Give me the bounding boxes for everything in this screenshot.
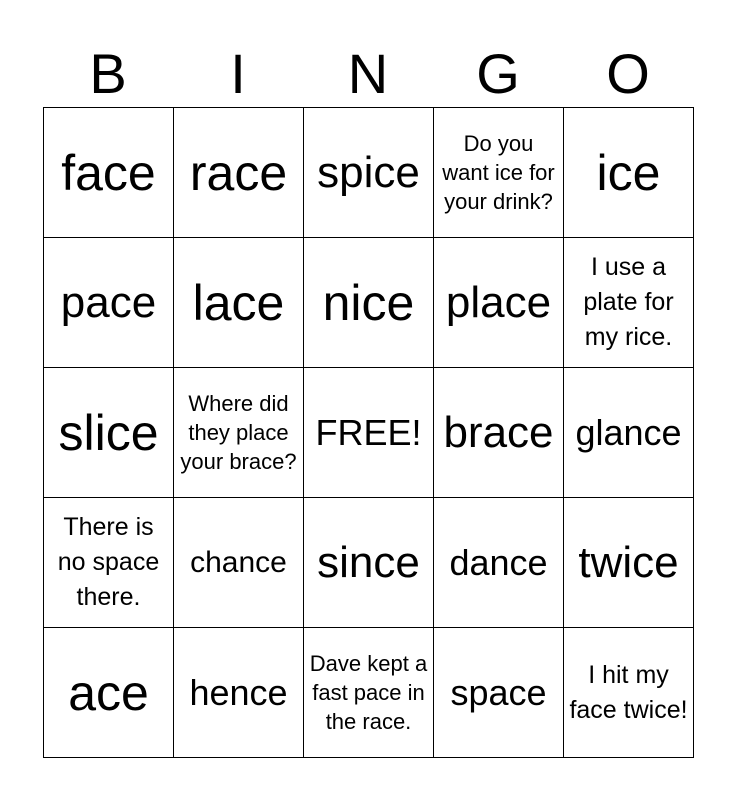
bingo-cell: twice <box>564 498 694 628</box>
header-letter-o: O <box>606 42 650 105</box>
bingo-cell: I use a plate for my rice. <box>564 238 694 368</box>
bingo-cell: I hit my face twice! <box>564 628 694 758</box>
grid-row <box>44 108 694 238</box>
bingo-cell: since <box>304 498 434 628</box>
bingo-cell: hence <box>174 628 304 758</box>
bingo-cell: place <box>434 238 564 368</box>
header-letter-n: N <box>347 42 389 105</box>
grid-row <box>44 628 694 758</box>
bingo-cell: race <box>174 108 304 238</box>
bingo-cell: chance <box>174 498 304 628</box>
bingo-cell: Do you want ice for your drink? <box>434 108 564 238</box>
header-letter-i: I <box>230 42 246 105</box>
bingo-cell: dance <box>434 498 564 628</box>
grid-row <box>44 368 694 498</box>
bingo-cell: face <box>44 108 174 238</box>
bingo-cell: pace <box>44 238 174 368</box>
bingo-cell: There is no space there. <box>44 498 174 628</box>
bingo-cell: brace <box>434 368 564 498</box>
bingo-cell: ace <box>44 628 174 758</box>
bingo-cell: spice <box>304 108 434 238</box>
bingo-cell: lace <box>174 238 304 368</box>
bingo-cell: Dave kept a fast pace in the race. <box>304 628 434 758</box>
free-space-cell: FREE! <box>304 368 434 498</box>
bingo-cell: space <box>434 628 564 758</box>
bingo-cell: glance <box>564 368 694 498</box>
grid-row <box>44 238 694 368</box>
header-letter-g: G <box>476 42 520 105</box>
bingo-grid <box>43 107 694 758</box>
bingo-header <box>43 40 693 108</box>
header-letter-b: B <box>89 42 127 105</box>
bingo-cell: Where did they place your brace? <box>174 368 304 498</box>
bingo-cell: slice <box>44 368 174 498</box>
grid-row <box>44 498 694 628</box>
bingo-cell: nice <box>304 238 434 368</box>
bingo-cell: ice <box>564 108 694 238</box>
